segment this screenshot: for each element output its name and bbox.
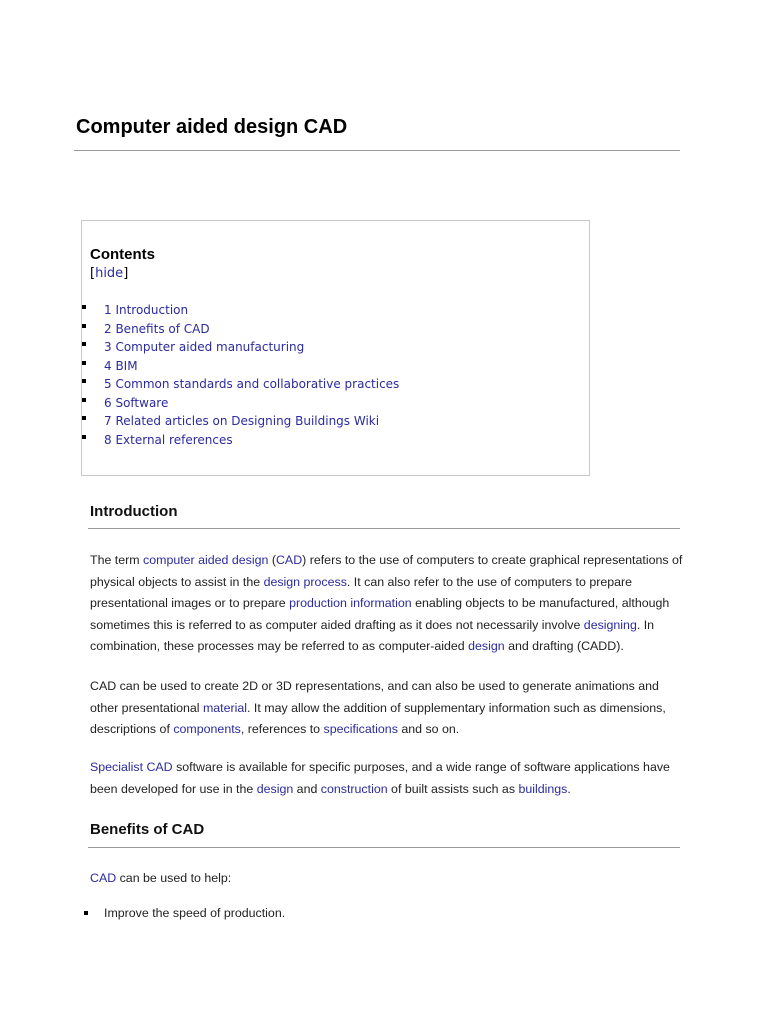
toc-link-benefits[interactable]: 2 Benefits of CAD: [104, 322, 210, 336]
text: .: [567, 781, 571, 796]
toc-hide-toggle: [90, 266, 128, 281]
section-heading-benefits: Benefits of CAD: [90, 821, 205, 838]
bullet-icon: [82, 305, 86, 309]
toc-link-external-references[interactable]: 8 External references: [104, 433, 233, 447]
text: ) refers to the use of computers to create graphical representations of physical objects to assist in the: [90, 553, 683, 589]
link-design[interactable]: design: [256, 781, 294, 796]
link-specialist-cad[interactable]: Specialist CAD: [90, 760, 173, 774]
toc-item: [82, 357, 138, 375]
link-computer-aided-design[interactable]: computer aided design: [143, 553, 269, 567]
text: and so on.: [397, 722, 460, 736]
link-buildings[interactable]: buildings: [518, 781, 568, 796]
toc-link-standards[interactable]: 5 Common standards and collaborative practices: [104, 377, 400, 391]
text: , references to: [240, 722, 324, 736]
bullet-icon: [82, 361, 86, 365]
link-production-information[interactable]: production information: [289, 596, 412, 610]
benefits-intro: [90, 868, 690, 890]
toc-hide-link[interactable]: hide: [95, 266, 124, 281]
toc-link-bim[interactable]: 4 BIM: [104, 359, 138, 373]
text: CAD can be used to create 2D or 3D representations, and can also be used to generate animations and other presentational: [90, 679, 659, 715]
toc-link-related-articles[interactable]: 7 Related articles on Designing Buildings Wiki: [104, 414, 380, 428]
section-heading-introduction: Introduction: [90, 503, 178, 520]
toc-hide-bracket-open: [: [90, 266, 96, 281]
link-cad[interactable]: CAD: [90, 871, 117, 885]
intro-paragraph-3: [90, 757, 690, 800]
list-item: [84, 906, 285, 920]
section-divider: [88, 528, 680, 529]
bullet-icon: [82, 379, 86, 383]
link-cad[interactable]: CAD: [275, 553, 303, 567]
toc-hide-bracket-close: ]: [123, 266, 129, 281]
bullet-icon: [84, 911, 88, 915]
toc-link-cam[interactable]: 3 Computer aided manufacturing: [104, 340, 305, 354]
text: The term: [90, 553, 144, 567]
toc-item: [82, 412, 379, 430]
text: . It can also refer to the use of computers to prepare presentational images or to prepare: [90, 574, 633, 610]
list-item-text: Improve the speed of production.: [104, 906, 286, 920]
intro-paragraph-1: [90, 550, 690, 658]
bullet-icon: [82, 435, 86, 439]
text: of built assists such as: [387, 781, 519, 796]
bullet-icon: [82, 342, 86, 346]
text: enabling objects to be manufactured, although sometimes this is referred to as computer aided drafting as it does not necessarily involve: [90, 596, 670, 632]
title-divider: [74, 150, 680, 151]
section-divider: [88, 847, 680, 848]
toc-heading: Contents: [90, 246, 155, 263]
text: . It may allow the addition of supplementary information such as dimensions, descriptions of: [90, 700, 666, 736]
text: can be used to help:: [116, 871, 232, 885]
toc-link-introduction[interactable]: 1 Introduction: [104, 303, 189, 317]
bullet-icon: [82, 416, 86, 420]
text: (: [268, 553, 276, 567]
link-designing[interactable]: designing: [583, 617, 637, 632]
toc-item: [82, 431, 233, 449]
toc-item: [82, 338, 304, 356]
toc-item: [82, 320, 210, 338]
bullet-icon: [82, 398, 86, 402]
text: and drafting (CADD).: [504, 639, 624, 653]
toc-item: [82, 394, 168, 412]
link-material[interactable]: material: [202, 700, 248, 715]
link-specifications[interactable]: specifications: [323, 722, 398, 736]
text: and: [293, 781, 321, 796]
toc-item: [82, 301, 188, 319]
intro-paragraph-2: [90, 676, 690, 741]
page-title: Computer aided design CAD: [76, 116, 348, 138]
bullet-icon: [82, 324, 86, 328]
toc-link-software[interactable]: 6 Software: [104, 396, 169, 410]
link-components[interactable]: components: [173, 722, 241, 736]
link-design-process[interactable]: design process: [263, 574, 347, 589]
text: software is available for specific purposes, and a wide range of software applications have been developed for use in the: [90, 760, 670, 796]
link-construction[interactable]: construction: [320, 781, 388, 796]
toc-item: [82, 375, 399, 393]
text: . In combination, these processes may be referred to as computer-aided: [90, 617, 655, 653]
link-design[interactable]: design: [468, 639, 505, 653]
